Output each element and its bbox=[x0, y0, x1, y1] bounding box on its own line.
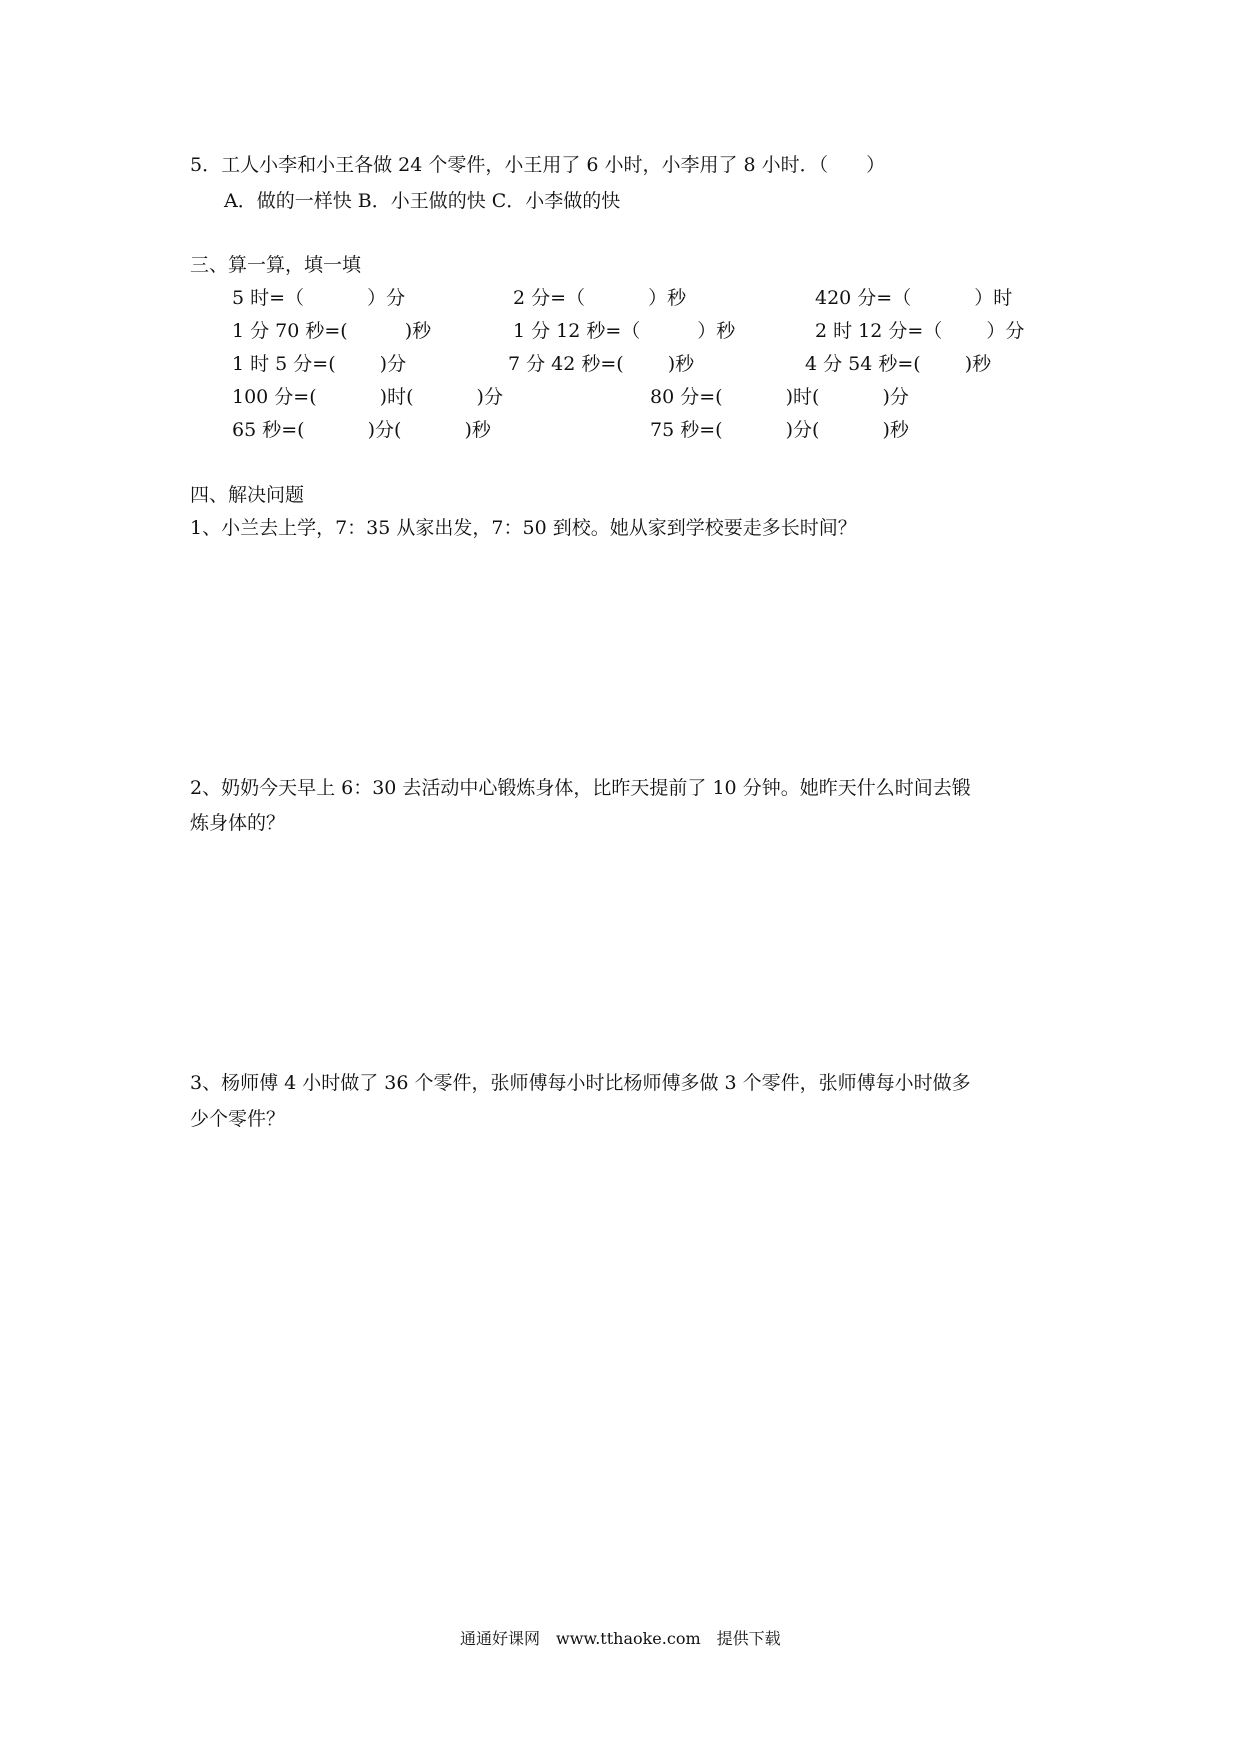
conversion-item: 7 分 42 秒=( )秒 bbox=[508, 353, 695, 375]
section-3-heading: 三、算一算，填一填 bbox=[190, 254, 362, 276]
conversion-item: 1 分 12 秒=（ ）秒 bbox=[513, 320, 736, 342]
problem-1: 1、小兰去上学，7：35 从家出发，7：50 到校。她从家到学校要走多长时间？ bbox=[190, 517, 857, 539]
conversion-item: 2 时 12 分=（ ）分 bbox=[815, 320, 1025, 342]
conversion-item: 5 时=（ ）分 bbox=[232, 287, 406, 309]
conversion-item: 1 分 70 秒=( )秒 bbox=[232, 320, 432, 342]
q5-stem: 5．工人小李和小王各做 24 个零件，小王用了 6 小时，小李用了 8 小时．（ ） bbox=[190, 154, 886, 176]
conversion-item: 100 分=( )时( )分 bbox=[232, 386, 503, 408]
conversion-item: 1 时 5 分=( )分 bbox=[232, 353, 407, 375]
conversion-item: 420 分=（ ）时 bbox=[815, 287, 1013, 309]
problem-2-line-2: 炼身体的？ bbox=[190, 812, 286, 834]
q5-options: A．做的一样快 B．小王做的快 C．小李做的快 bbox=[224, 190, 621, 212]
problem-3-line-2: 少个零件？ bbox=[190, 1108, 286, 1130]
conversion-item: 65 秒=( )分( )秒 bbox=[232, 419, 491, 441]
conversion-item: 80 分=( )时( )分 bbox=[650, 386, 909, 408]
section-4-heading: 四、解决问题 bbox=[190, 484, 305, 506]
conversion-item: 4 分 54 秒=( )秒 bbox=[805, 353, 992, 375]
problem-2-line-1: 2、奶奶今天早上 6：30 去活动中心锻炼身体，比昨天提前了 10 分钟。她昨天什么时间去锻 bbox=[190, 777, 971, 799]
conversion-item: 75 秒=( )分( )秒 bbox=[650, 419, 909, 441]
conversion-item: 2 分=（ ）秒 bbox=[513, 287, 687, 309]
problem-3-line-1: 3、杨师傅 4 小时做了 36 个零件，张师傅每小时比杨师傅多做 3 个零件，张师傅每小时做多 bbox=[190, 1072, 971, 1094]
footer-credit: 通通好课网 www.tthaoke.com 提供下载 bbox=[460, 1629, 781, 1648]
